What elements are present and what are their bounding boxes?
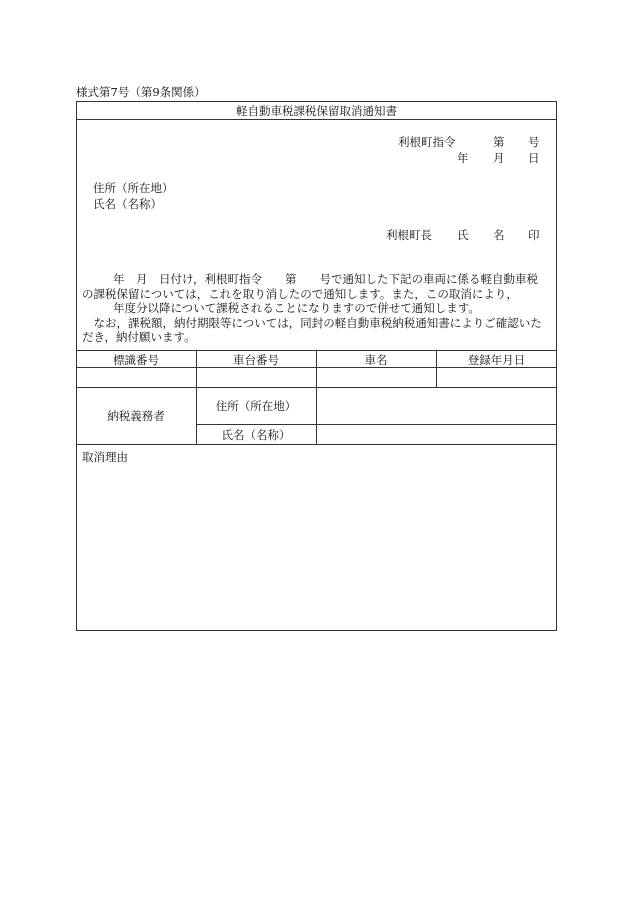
- number-suffix: 号: [528, 135, 540, 149]
- issuer-mei: 名: [493, 228, 505, 242]
- header-chassis-number: 車台番号: [233, 353, 279, 367]
- designation-label: 利根町指令: [398, 135, 456, 149]
- taxpayer-block-bottom-line: [76, 444, 557, 445]
- body-line-3: 年度分以降について課税されることになりますので併せて通知します。: [90, 301, 480, 315]
- header-plate-number: 標識番号: [113, 353, 159, 367]
- title-divider: [76, 119, 557, 120]
- taxpayer-name-label: 氏名（名称）: [221, 428, 291, 442]
- taxpayer-address-label: 住所（所在地）: [215, 399, 297, 413]
- body-line-4: なお，課税額，納付期限等については，同封の軽自動車税納税通知書によりご確認いた: [82, 315, 542, 330]
- addressee-address-label: 住所（所在地）: [93, 181, 174, 195]
- address-row-bottom-line: [196, 424, 557, 425]
- notice-body: [82, 272, 552, 345]
- cancel-reason-field[interactable]: [80, 466, 550, 626]
- issuer-shi: 氏: [457, 228, 469, 242]
- addressee-name-label: 氏名（名称）: [93, 197, 162, 211]
- number-prefix: 第: [493, 135, 505, 149]
- issuer-title: 利根町長: [386, 228, 432, 242]
- body-line-1: 年 月 日付け，利根町指令 第 号で通知した下記の車両に係る軽自動車税: [90, 272, 539, 286]
- cancel-reason-label: 取消理由: [82, 450, 128, 464]
- form-title: 軽自動車税課税保留取消通知書: [236, 104, 397, 118]
- form-label: 様式第7号（第9条関係）: [76, 85, 206, 99]
- body-line-5: だき，納付願います。: [82, 330, 196, 344]
- day-label: 日: [528, 151, 540, 165]
- header-vehicle-name: 車名: [364, 353, 388, 367]
- year-label: 年: [457, 151, 469, 165]
- body-line-2: の課税保留については，これを取り消したので通知します。また，この取消により，: [82, 286, 518, 301]
- header-registration-date: 登録年月日: [467, 353, 526, 367]
- taxpayer-label: 納税義務者: [107, 409, 165, 423]
- month-label: 月: [493, 151, 505, 165]
- seal-mark: 印: [528, 228, 540, 242]
